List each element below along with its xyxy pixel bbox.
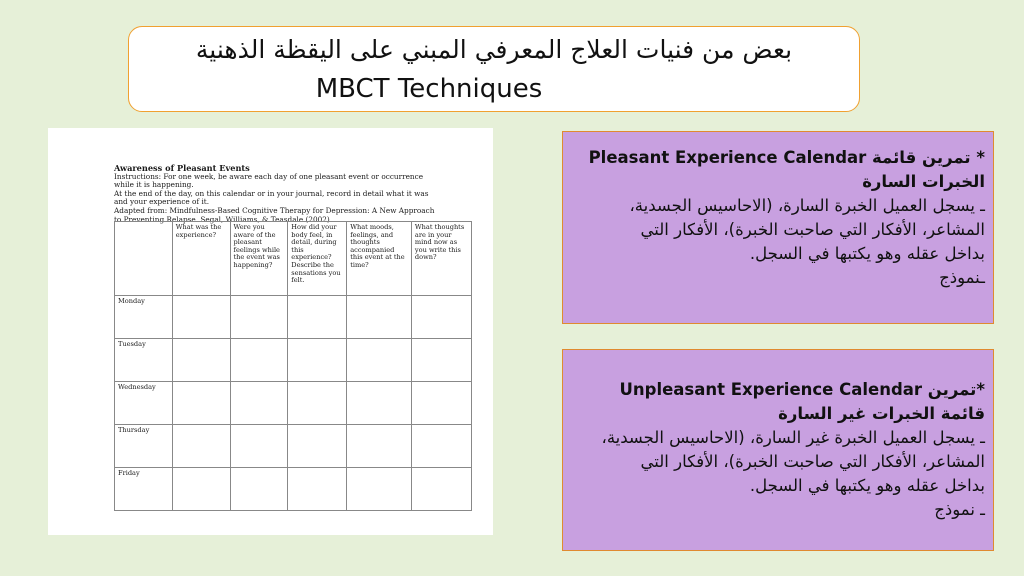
unpleasant-panel-line-1: ـ يسجل العميل الخبرة غير السارة، (الاحاسيس الجسدية، <box>601 428 985 447</box>
table-cell <box>288 382 347 425</box>
day-label: Friday <box>115 468 173 511</box>
pleasant-panel-line-2: المشاعر، الأفكار التي صاحبت الخبرة)، الأفكار التي <box>640 220 985 239</box>
slide-title-arabic: بعض من فنيات العلاج المعرفي المبني على اليقظة الذهنية <box>195 35 793 64</box>
table-cell <box>230 296 288 339</box>
table-row <box>115 468 472 511</box>
unpleasant-panel-title: *تمرين Unpleasant Experience Calendar قائمة الخبرات غير السارة <box>619 380 985 423</box>
table-cell <box>230 468 288 511</box>
table-header-cell <box>115 222 173 296</box>
table-cell <box>230 382 288 425</box>
table-cell <box>172 468 230 511</box>
table-cell <box>288 296 347 339</box>
unpleasant-panel-line-4: ـ نموذج <box>934 500 985 519</box>
table-header-cell: What was the experience? <box>172 222 230 296</box>
table-cell <box>172 382 230 425</box>
table-cell <box>411 425 471 468</box>
worksheet-calendar-table <box>114 221 472 511</box>
pleasant-panel-line-4: ـنموذج <box>939 268 985 287</box>
table-cell <box>230 425 288 468</box>
table-cell <box>411 296 471 339</box>
table-cell <box>411 468 471 511</box>
unpleasant-calendar-panel <box>562 349 994 551</box>
worksheet-header <box>114 164 444 224</box>
slide-title-english: MBCT Techniques <box>315 74 543 104</box>
table-row <box>115 425 472 468</box>
table-cell <box>172 339 230 382</box>
worksheet-instructions-1: Instructions: For one week, be aware each day of one pleasant event or occurrence while it is happening. <box>114 171 424 190</box>
unpleasant-panel-line-3: بداخل عقله وهو يكتبها في السجل. <box>749 476 985 495</box>
pleasant-events-worksheet <box>48 128 493 535</box>
table-header-cell: What moods, feelings, and thoughts accompanied this event at the time? <box>347 222 412 296</box>
table-cell <box>288 425 347 468</box>
table-row <box>115 382 472 425</box>
table-cell <box>172 296 230 339</box>
pleasant-panel-line-3: بداخل عقله وهو يكتبها في السجل. <box>749 244 985 263</box>
slide-title-box <box>128 26 860 112</box>
pleasant-panel-title: * تمرين قائمة Pleasant Experience Calendar الخبرات السارة <box>588 148 985 191</box>
table-cell <box>411 339 471 382</box>
table-cell <box>347 425 412 468</box>
day-label: Tuesday <box>115 339 173 382</box>
worksheet-instructions-2: At the end of the day, on this calendar or in your journal, record in detail what it was and your experience of it. <box>114 188 429 207</box>
table-cell <box>288 468 347 511</box>
worksheet-source: Adapted from: Mindfulness-Based Cognitive Therapy for Depression: A New Approach to Preventing Relapse. Segal, Williams, & Teasdale (2002) <box>114 205 435 224</box>
table-header-cell: What thoughts are in your mind now as you write this down? <box>411 222 471 296</box>
pleasant-calendar-panel <box>562 131 994 324</box>
table-header-cell: How did your body feel, in detail, during this experience? Describe the sensations you felt. <box>288 222 347 296</box>
pleasant-panel-line-1: ـ يسجل العميل الخبرة السارة، (الاحاسيس الجسدية، <box>629 196 985 215</box>
table-header-cell: Were you aware of the pleasant feelings while the event was happening? <box>230 222 288 296</box>
table-header-row <box>115 222 472 296</box>
table-row <box>115 339 472 382</box>
table-cell <box>347 382 412 425</box>
worksheet-heading: Awareness of Pleasant Events <box>114 163 250 173</box>
table-cell <box>347 296 412 339</box>
table-cell <box>411 382 471 425</box>
table-cell <box>172 425 230 468</box>
day-label: Thursday <box>115 425 173 468</box>
day-label: Monday <box>115 296 173 339</box>
table-cell <box>230 339 288 382</box>
table-cell <box>288 339 347 382</box>
table-cell <box>347 468 412 511</box>
table-cell <box>347 339 412 382</box>
unpleasant-panel-line-2: المشاعر، الأفكار التي صاحبت الخبرة)، الأفكار التي <box>640 452 985 471</box>
day-label: Wednesday <box>115 382 173 425</box>
table-row <box>115 296 472 339</box>
